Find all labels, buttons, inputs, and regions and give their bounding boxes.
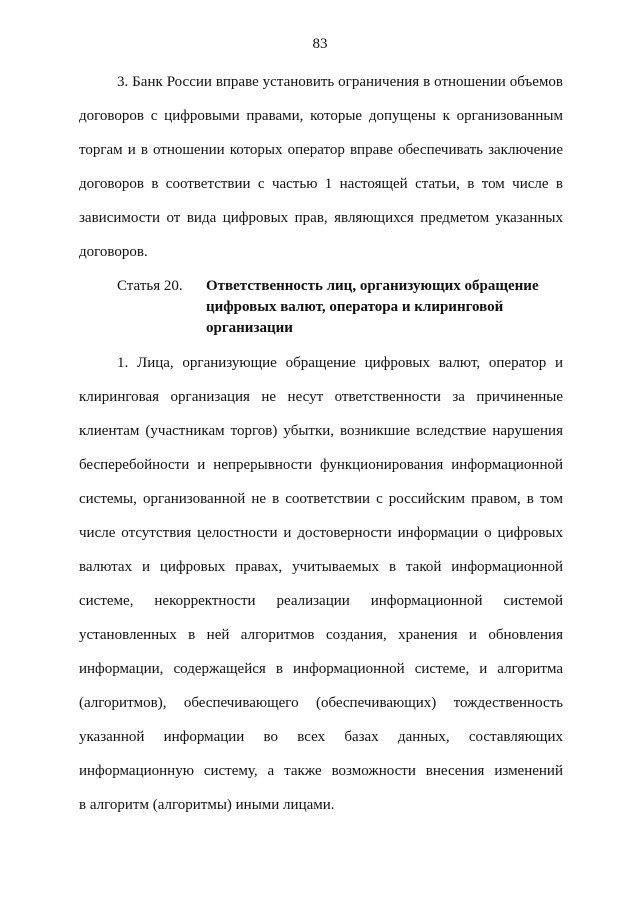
paragraph-line: установленных в ней алгоритмов создания, хранения и обновления: [79, 627, 563, 643]
paragraph-line: (алгоритмов), обеспечивающего (обеспечивающих) тождественность: [79, 695, 563, 711]
article-number: Статья 20.: [117, 278, 183, 294]
paragraph-line: валютах и цифровых правах, учитываемых в такой информационной: [79, 559, 563, 575]
paragraph-line: договоров с цифровыми правами, которые допущены к организованным: [79, 108, 563, 124]
article-title-line: Ответственность лиц, организующих обращение: [206, 278, 539, 294]
paragraph-line: числе отсутствия целостности и достоверности информации о цифровых: [79, 525, 563, 541]
article-title-line: организации: [206, 320, 293, 336]
paragraph-line: информации, содержащейся в информационной системе, и алгоритма: [79, 661, 563, 677]
paragraph-line: договоров.: [79, 244, 148, 260]
paragraph-line: указанной информации во всех базах данных, составляющих: [79, 729, 563, 745]
paragraph-line: 1. Лица, организующие обращение цифровых валют, оператор и: [117, 355, 563, 371]
paragraph-line: 3. Банк России вправе установить ограничения в отношении объемов: [117, 74, 563, 90]
paragraph-line: бесперебойности и непрерывности функционирования информационной: [79, 457, 563, 473]
paragraph-line: клиентам (участникам торгов) убытки, возникшие вследствие нарушения: [79, 423, 563, 439]
paragraph-line: торгам и в отношении которых оператор вправе обеспечивать заключение: [79, 142, 563, 158]
paragraph-line: информационную систему, а также возможности внесения изменений: [79, 763, 563, 779]
paragraph-line: зависимости от вида цифровых прав, являющихся предметом указанных: [79, 210, 563, 226]
paragraph-line: системе, некорректности реализации информационной системой: [79, 593, 563, 609]
paragraph-line: в алгоритм (алгоритмы) иными лицами.: [79, 797, 335, 813]
paragraph-line: договоров в соответствии с частью 1 настоящей статьи, в том числе в: [79, 176, 563, 192]
paragraph-line: клиринговая организация не несут ответственности за причиненные: [79, 389, 563, 405]
paragraph-line: системы, организованной не в соответствии с российским правом, в том: [79, 491, 563, 507]
article-title-line: цифровых валют, оператора и клиринговой: [206, 299, 504, 315]
page-number: 83: [312, 36, 328, 52]
